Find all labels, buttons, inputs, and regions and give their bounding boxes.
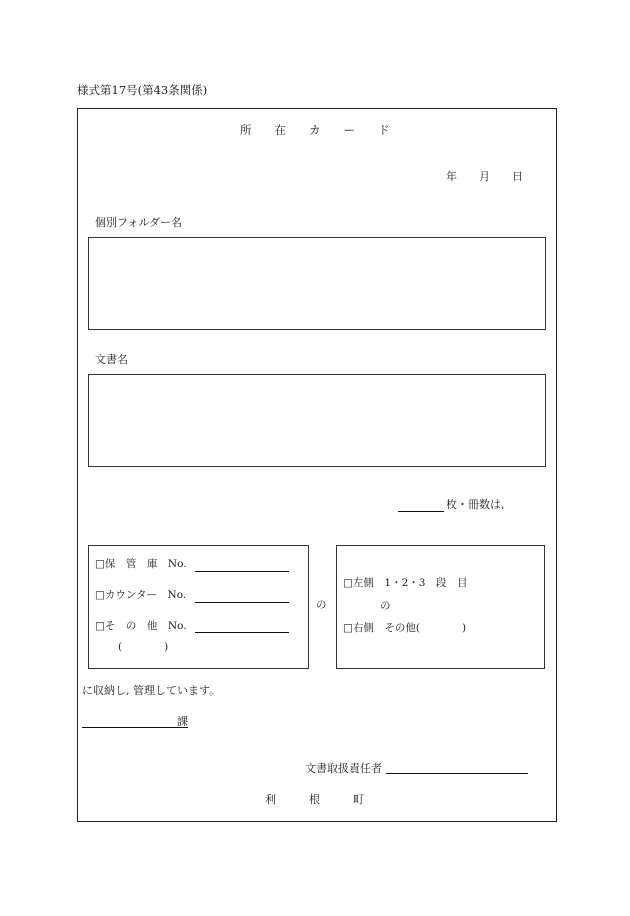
- counter-number-blank[interactable]: [195, 602, 289, 603]
- manager-label: 文書取扱責任者: [305, 762, 382, 775]
- folder-name-box[interactable]: [88, 237, 546, 330]
- town-name: 利 根 町: [265, 793, 364, 806]
- left-side-option[interactable]: □左側 1・2・3 段 目: [343, 577, 468, 589]
- section-suffix: 課: [177, 715, 188, 728]
- count-blank[interactable]: [398, 511, 444, 512]
- form-number-label: 様式第17号(第43条関係): [77, 83, 208, 97]
- other-parenthesis[interactable]: ( ): [118, 641, 169, 653]
- other-number-blank[interactable]: [195, 632, 289, 633]
- section-blank[interactable]: [82, 727, 176, 728]
- counter-option[interactable]: □カウンター No.: [95, 589, 187, 601]
- document-name-label: 文書名: [95, 353, 128, 366]
- manager-blank[interactable]: [386, 773, 528, 774]
- folder-name-label: 個別フォルダー名: [95, 216, 183, 229]
- date-field[interactable]: 年 月 日: [446, 170, 523, 183]
- card-title: 所 在 カ ー ド: [240, 123, 390, 137]
- other-option[interactable]: □そ の 他 No.: [95, 620, 187, 632]
- document-name-box[interactable]: [88, 374, 546, 467]
- stored-statement: に収納し, 管理しています。: [82, 684, 221, 697]
- section-suffix-underline: [176, 727, 188, 728]
- position-box: [336, 545, 545, 669]
- right-side-option[interactable]: □右側 その他( ): [343, 622, 467, 634]
- position-middle-no: の: [380, 600, 391, 612]
- vault-number-blank[interactable]: [195, 571, 289, 572]
- count-text: 枚・冊数は,: [446, 498, 505, 511]
- vault-option[interactable]: □保 管 庫 No.: [95, 558, 187, 570]
- connector-no: の: [316, 599, 327, 611]
